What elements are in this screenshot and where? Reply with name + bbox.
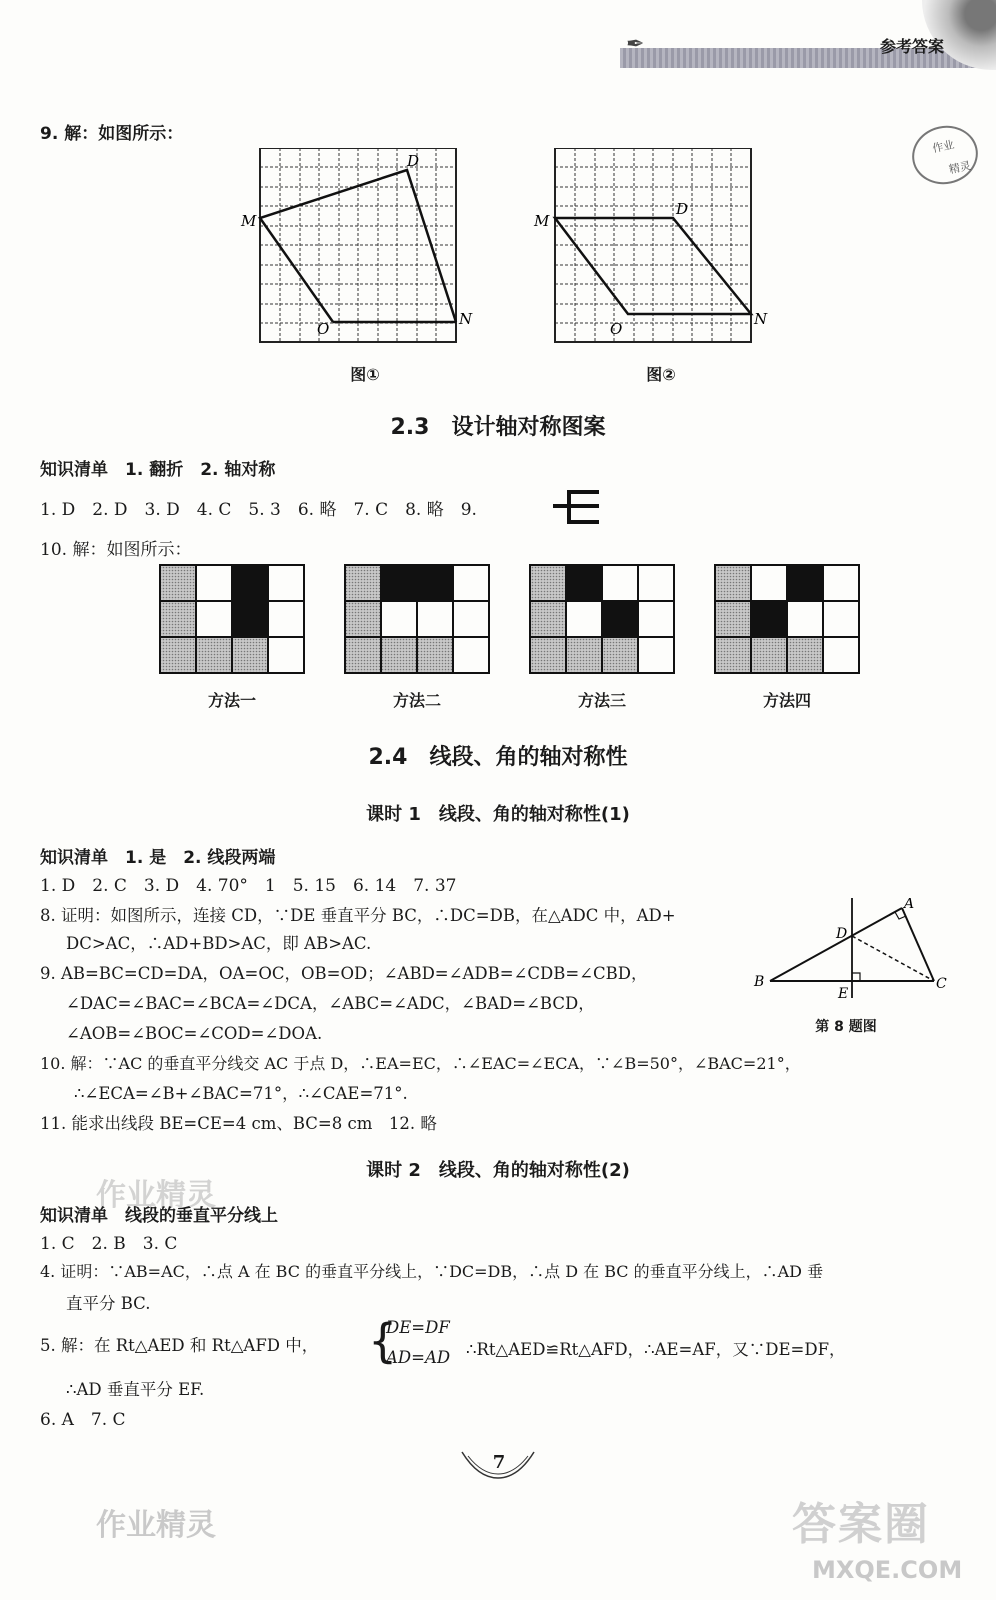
l2-q4a: 4. 证明：∵AB=AC，∴点 A 在 BC 的垂直平分线上，∵DC=DB，∴点 D 在 BC 的垂直平分线上，∴AD 垂 [40, 1262, 824, 1281]
header-title: 参考答案 [880, 37, 945, 56]
label-D: D [407, 152, 420, 170]
stamp-line2: 精灵 [947, 159, 973, 177]
l1-q9c: ∠AOB=∠BOC=∠COD=∠DOA. [66, 1024, 323, 1043]
lesson-2-title: 课时 2 线段、角的轴对称性(2) [366, 1160, 630, 1181]
l2-knowledge: 知识清单 线段的垂直平分线上 [40, 1206, 278, 1226]
l1-knowledge: 知识清单 1. 是 2. 线段两端 [40, 848, 276, 868]
stamp-line1: 作业 [931, 138, 956, 156]
method-1-grid [160, 565, 304, 673]
label-N2: N [754, 310, 768, 328]
lesson-1-title: 课时 1 线段、角的轴对称性(1) [366, 804, 630, 825]
l2-q4b: 直平分 BC. [66, 1294, 151, 1313]
fig8-label-E: E [838, 986, 849, 1002]
l2-q5b: ∴AD 垂直平分 EF. [66, 1380, 205, 1399]
l2-q5-pre: 5. 解：在 Rt△AED 和 Rt△AFD 中， [40, 1336, 319, 1355]
label-O2: O [610, 320, 623, 338]
figure-2 [532, 148, 792, 358]
l2-q5-system-2: AD=AD [386, 1348, 451, 1367]
method-1-caption: 方法一 [207, 691, 256, 710]
s23-knowledge: 知识清单 1. 翻折 2. 轴对称 [40, 460, 276, 480]
fig8-label-D: D [836, 926, 848, 942]
l2-answers: 1. C 2. B 3. C [40, 1234, 178, 1254]
watermark-2: 作业精灵 [96, 1508, 216, 1543]
method-4-grid [715, 565, 859, 673]
method-4-caption: 方法四 [762, 691, 811, 710]
fig1-caption: 图① [350, 365, 380, 384]
label-O: O [317, 320, 330, 338]
method-3-grid [530, 565, 674, 673]
section-2-4-title: 2.4 线段、角的轴对称性 [368, 745, 628, 770]
fig8-label-B: B [754, 974, 765, 990]
method-2-grid [345, 565, 489, 673]
method-3-caption: 方法三 [577, 691, 626, 710]
label-D2: D [676, 200, 689, 218]
fig8-label-C: C [936, 976, 947, 992]
figure-1 [235, 148, 495, 358]
label-M: M [241, 212, 257, 230]
l1-q9a: 9. AB=BC=CD=DA，OA=OC，OB=OD；∠ABD=∠ADB=∠CDB=∠CBD， [40, 964, 648, 983]
l2-q67: 6. A 7. C [40, 1410, 126, 1430]
fig8-caption: 第 8 题图 [815, 1019, 877, 1035]
page-number: 7 [492, 1452, 506, 1473]
site-watermark: MXQE.COM [812, 1556, 963, 1584]
section-2-3-title: 2.3 设计轴对称图案 [390, 415, 606, 440]
l1-answers: 1. D 2. C 3. D 4. 70° 1 5. 15 6. 14 7. 37 [40, 876, 457, 896]
l1-q10b: ∴∠ECA=∠B+∠BAC=71°，∴∠CAE=71°. [74, 1084, 408, 1103]
fig2-caption: 图② [646, 365, 676, 384]
s23-q10: 10. 解：如图所示： [40, 540, 192, 560]
method-2-caption: 方法二 [392, 691, 441, 710]
figure-8 [752, 898, 952, 1008]
l1-q9b: ∠DAC=∠BAC=∠BCA=∠DCA，∠ABC=∠ADC，∠BAD=∠BCD， [66, 994, 595, 1013]
l1-q11: 11. 能求出线段 BE=CE=4 cm、BC=8 cm 12. 略 [40, 1114, 437, 1133]
brace: { [368, 1314, 398, 1368]
q9-text: 9. 解：如图所示： [40, 124, 184, 144]
watermark-1: 作业精灵 [96, 1178, 216, 1213]
stamp [907, 120, 984, 190]
l2-q5-system-1: DE=DF [386, 1318, 450, 1337]
pen-icon: ✒ [626, 32, 645, 57]
fig8-label-A: A [904, 898, 915, 912]
logo: 答案圈 [792, 1499, 930, 1550]
answer-9-symbol [553, 488, 603, 526]
method-grids [0, 560, 996, 680]
l1-q8b: DC>AC，∴AD+BD>AC，即 AB>AC. [66, 934, 372, 953]
l1-q10a: 10. 解：∵AC 的垂直平分线交 AC 于点 D，∴EA=EC，∴∠EAC=∠ECA，∵∠B=50°，∠BAC=21°， [40, 1054, 801, 1073]
l2-q5-post: ∴Rt△AED≌Rt△AFD，∴AE=AF，又∵DE=DF， [466, 1340, 846, 1359]
l1-q8a: 8. 证明：如图所示，连接 CD，∵DE 垂直平分 BC，∴DC=DB，在△ADC 中，AD+ [40, 906, 676, 925]
figure-1-grid [260, 148, 456, 342]
label-N: N [459, 310, 473, 328]
s23-answers: 1. D 2. D 3. D 4. C 5. 3 6. 略 7. C 8. 略 9. [40, 500, 477, 520]
label-M2: M [534, 212, 550, 230]
